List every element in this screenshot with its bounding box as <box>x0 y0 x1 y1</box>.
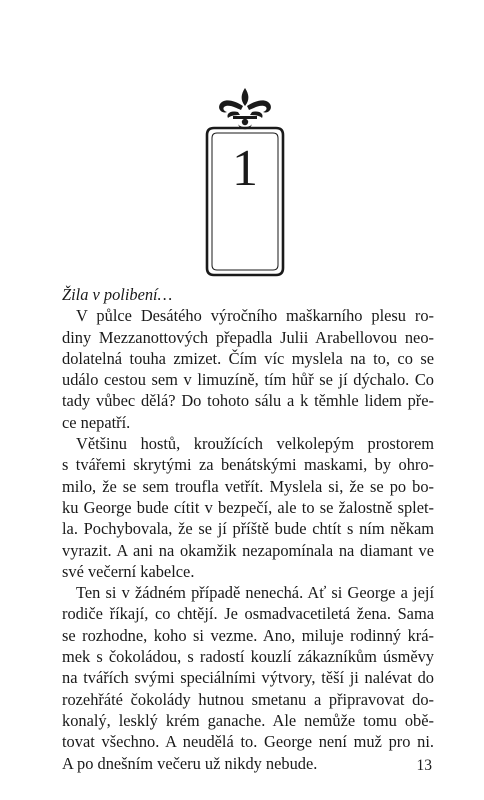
text-line: vyrazit. A ani na okamžik nezapomínala na diamant ve <box>62 540 434 560</box>
text-line: mek s čokoládou, s radostí kouzlí zákazníkům úsměvy <box>62 647 434 667</box>
text-line: Ten si v žádném případě nenechá. Ať si George a její <box>76 583 434 603</box>
text-line: na tvářích svými speciálními výtvory, těší ji nalévat do <box>62 668 434 688</box>
text-line: se rozhodne, koho si vezme. Ano, miluje rodinný krá- <box>62 625 434 645</box>
text-line: A po dnešním večeru už nikdy nebude. <box>62 753 318 773</box>
text-line: ku George bude cítit v bezpečí, ale to se žalostně splet- <box>62 497 434 517</box>
text-line: diny Mezzanottových přepadla Julii Arabellovou neo- <box>62 327 434 347</box>
chapter-number: 1 <box>232 140 258 197</box>
text-line: tady vůbec dělá? Do tohoto sálu a k těmhle lidem pře- <box>62 391 434 411</box>
chapter-text <box>62 284 434 774</box>
paragraph-3 <box>62 582 434 774</box>
text-line: událo cestou sem v limuzíně, tím hůř se jí dýchalo. Co <box>62 370 434 390</box>
text-line: konalý, lesklý krém ganache. Ale nemůže tomu obě- <box>62 710 434 730</box>
text-line: s tvářemi skrytými za benátskými maskami, by ohro- <box>62 455 434 475</box>
text-line: ce nepatří. <box>62 412 131 432</box>
paragraph-2 <box>62 433 434 582</box>
text-line: tovat všechno. A neudělá to. George není muž pro ni. <box>62 732 434 752</box>
fleur-ornament-icon <box>219 88 271 129</box>
paragraph-1 <box>62 305 434 433</box>
text-line: rozehřáté čokolády hutnou smetanu a připravovat do- <box>62 689 434 709</box>
text-line: své večerní kabelce. <box>62 561 195 581</box>
epigraph: Žila v polibení… <box>62 285 173 304</box>
text-line: rodiče říkají, co chtějí. Je osmadvacetiletá žena. Sama <box>62 604 434 624</box>
text-line: Většinu hostů, kroužících velkolepým prostorem <box>76 434 434 454</box>
text-line: milo, že se sem troufla vetřít. Myslela si, že se po bo- <box>62 476 434 496</box>
text-line: la. Pochybovala, že se jí příště bude chtít s ním někam <box>62 519 434 539</box>
text-line: dolatelná touha zmizet. Čím víc myslela na to, co se <box>62 348 434 368</box>
text-line: V půlce Desátého výročního maškarního plesu ro- <box>76 306 434 326</box>
page-number: 13 <box>416 757 432 774</box>
